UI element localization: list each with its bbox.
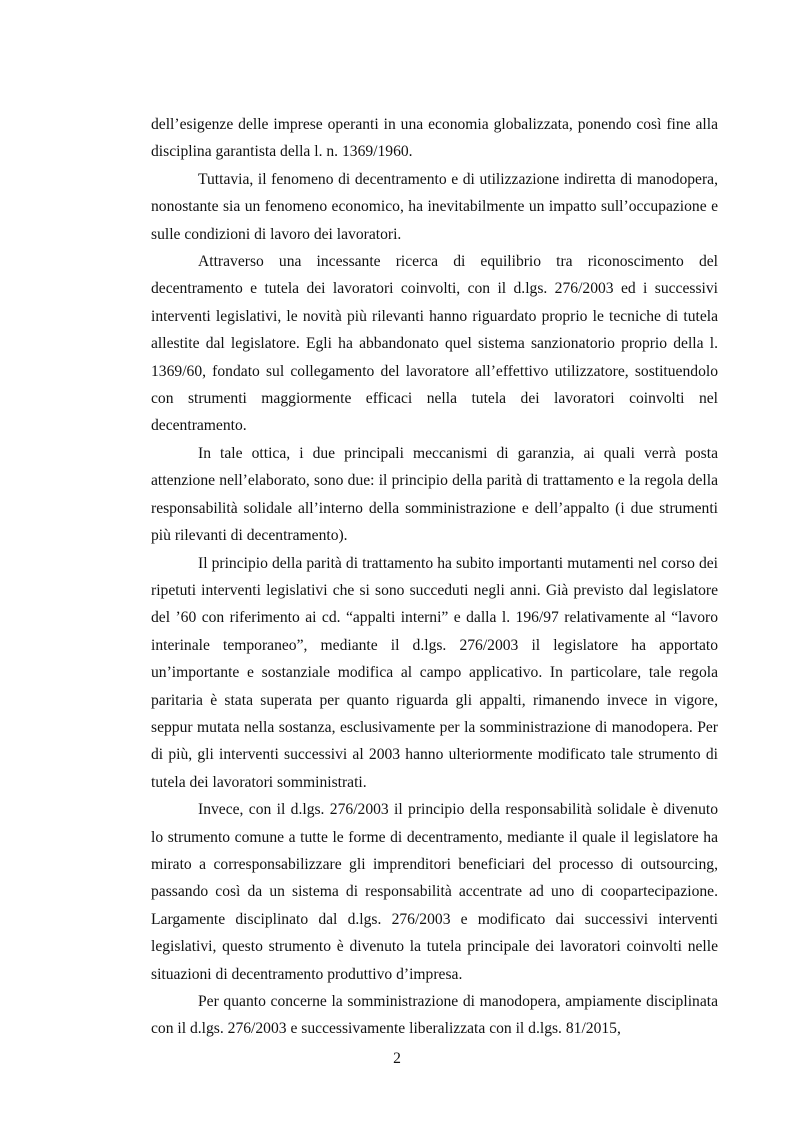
body-text [151, 111, 718, 1043]
paragraph: In tale ottica, i due principali meccanismi di garanzia, ai quali verrà posta attenzione nell’elaborato, sono due: il principio della parità di trattamento e la regola della responsabilità solidale all’interno della somministrazione e dell’appalto (i due strumenti più rilevanti di decentramento). [151, 444, 718, 545]
paragraph: Invece, con il d.lgs. 276/2003 il principio della responsabilità solidale è divenuto lo strumento comune a tutte le forme di decentramento, mediante il quale il legislatore ha mirato a corresponsabilizzare gli imprenditori beneficiari del processo di outsourcing, passando così da un sistema di responsabilità accentrate ad uno di coopartecipazione. Largamente disciplinato dal d.lgs. 276/2003 e modificato dai successivi interventi legislativi, questo strumento è divenuto la tutela principale dei lavoratori coinvolti nelle situazioni di decentramento produttivo d’impresa. [151, 801, 718, 983]
paragraph: Il principio della parità di trattamento ha subito importanti mutamenti nel corso dei ripetuti interventi legislativi che si sono succeduti negli anni. Già previsto dal legislatore del ’60 con riferimento ai cd. “appalti interni” e dalla l. 196/97 relativamente al “lavoro interinale temporaneo”, mediante il d.lgs. 276/2003 il legislatore ha apportato un’importante e sostanziale modifica al campo applicativo. In particolare, tale regola paritaria è stata superata per quanto riguarda gli appalti, rimanendo invece in vigore, seppur mutata nella sostanza, esclusivamente per la somministrazione di manodopera. Per di più, gli interventi successivi al 2003 hanno ulteriormente modificato tale strumento di tutela dei lavoratori somministrati. [151, 554, 718, 791]
paragraph: Tuttavia, il fenomeno di decentramento e di utilizzazione indiretta di manodopera, nonostante sia un fenomeno economico, ha inevitabilmente un impatto sull’occupazione e sulle condizioni di lavoro dei lavoratori. [151, 170, 718, 243]
paragraph: Per quanto concerne la somministrazione di manodopera, ampiamente disciplinata con il d.lgs. 276/2003 e successivamente liberalizzata con il d.lgs. 81/2015, [151, 993, 718, 1038]
paragraph-continuation: dell’esigenze delle imprese operanti in una economia globalizzata, ponendo così fine alla disciplina garantista della l. n. 1369/1960. [151, 116, 718, 161]
page-number: 2 [393, 1050, 401, 1067]
paragraph: Attraverso una incessante ricerca di equilibrio tra riconoscimento del decentramento e tutela dei lavoratori coinvolti, con il d.lgs. 276/2003 ed i successivi interventi legislativi, le novità più rilevanti hanno riguardato proprio le tecniche di tutela allestite dal legislatore. Egli ha abbandonato quel sistema sanzionatorio proprio della l. 1369/60, fondato sul collegamento del lavoratore all’effettivo utilizzatore, sostituendolo con strumenti maggiormente efficaci nella tutela dei lavoratori coinvolti nel decentramento. [151, 253, 718, 435]
